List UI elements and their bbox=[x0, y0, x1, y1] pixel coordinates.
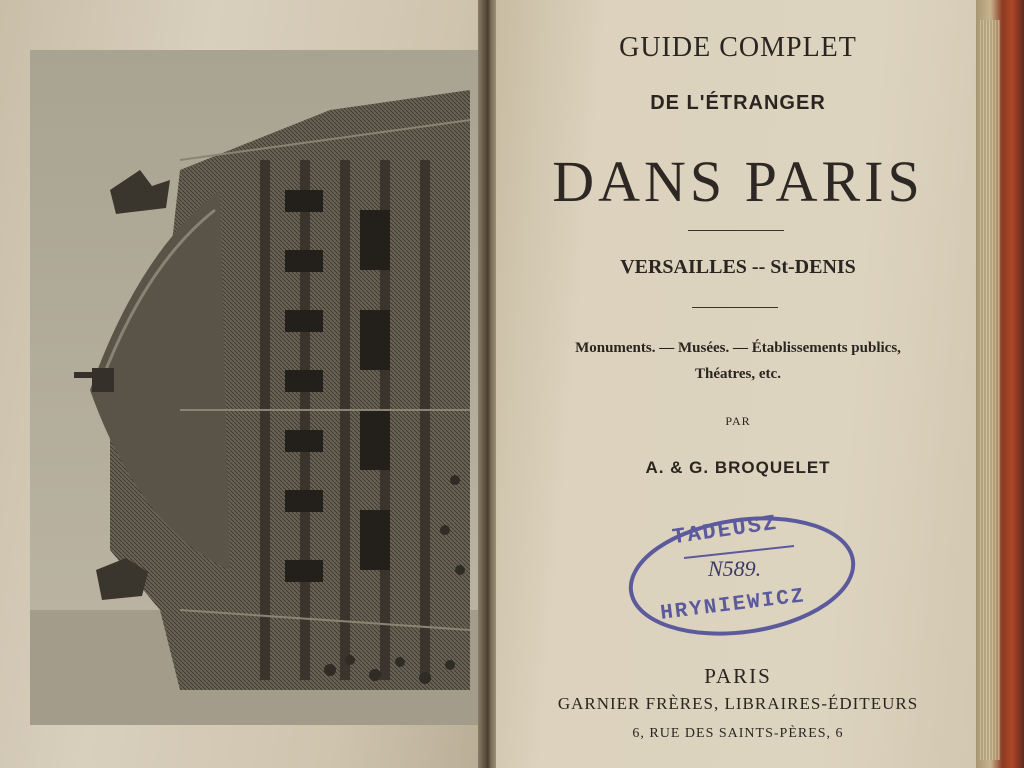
divider-rule bbox=[692, 307, 778, 308]
title-line-1: GUIDE COMPLET bbox=[619, 32, 857, 63]
left-page bbox=[0, 0, 484, 768]
page-edges bbox=[980, 20, 1000, 760]
title-main: DANS PARIS bbox=[552, 149, 924, 214]
author: A. & G. BROQUELET bbox=[645, 458, 831, 477]
title-page bbox=[496, 0, 980, 768]
stamp-bottom-text: HRYNIEWICZ bbox=[659, 585, 807, 626]
imprint-publisher: GARNIER FRÈRES, LIBRAIRES-ÉDITEURS bbox=[557, 694, 919, 713]
subtitle: VERSAILLES -- St-DENIS bbox=[620, 256, 856, 278]
stamp-number: N589. bbox=[708, 556, 762, 581]
imprint-city: PARIS bbox=[704, 664, 772, 688]
contents-line-2: Théatres, etc. bbox=[695, 366, 781, 382]
by-label: PAR bbox=[725, 414, 751, 428]
divider-rule bbox=[688, 230, 784, 231]
imprint-address: 6, RUE DES SAINTS-PÈRES, 6 bbox=[632, 726, 844, 741]
contents-line-1: Monuments. — Musées. — Établissements publics, bbox=[575, 340, 901, 356]
stamp-top-text: TADEUSZ bbox=[670, 510, 780, 551]
ownership-stamp bbox=[626, 512, 858, 640]
opera-building-engraving bbox=[30, 50, 480, 725]
title-line-2: DE L'ÉTRANGER bbox=[650, 92, 826, 114]
